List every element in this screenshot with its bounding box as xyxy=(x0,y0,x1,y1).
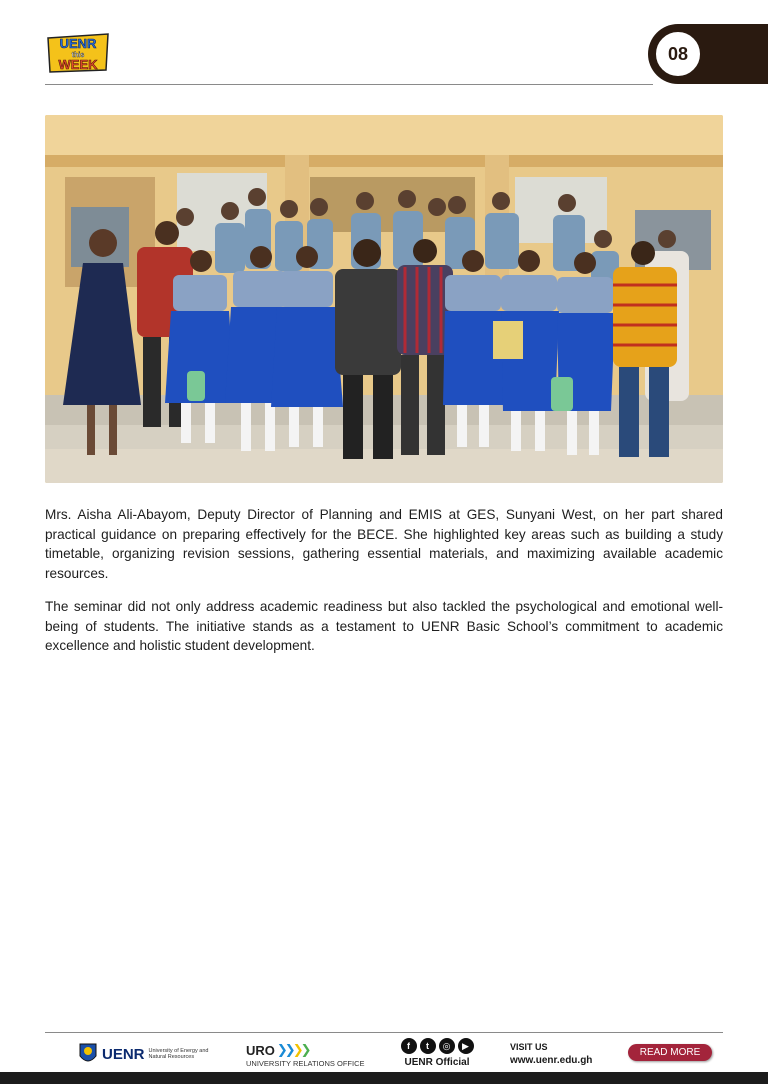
header-divider xyxy=(45,84,653,85)
footer xyxy=(0,1036,768,1072)
page-number: 08 xyxy=(654,30,702,78)
paragraph-2: The seminar did not only address academic readiness but also tackled the psychological and emotional well-being of students. The initiative stands as a testament to UENR Basic School’s commitment to academic excellence and holistic student development. xyxy=(45,599,723,653)
uenr-this-week-logo xyxy=(44,28,112,76)
bottom-bar xyxy=(0,1072,768,1084)
logo-this-text: this xyxy=(71,52,85,59)
website-link[interactable]: www.uenr.edu.gh xyxy=(510,1055,593,1066)
social-links xyxy=(398,1038,476,1068)
visit-us xyxy=(510,1042,592,1066)
uenr-footer-subtitle: University of Energy and Natural Resources xyxy=(148,1047,209,1060)
group-photo-illustration xyxy=(45,115,723,483)
logo-uenr-text: UENR xyxy=(59,36,97,51)
uenr-crest-icon xyxy=(78,1042,98,1066)
uro-mark: URO xyxy=(246,1042,275,1058)
social-handle: UENR Official xyxy=(404,1057,470,1068)
uenr-footer-logo xyxy=(78,1040,211,1068)
uro-arrows-icon: ❯❯❯❯ xyxy=(276,1042,309,1057)
uenr-footer-mark: UENR xyxy=(102,1045,145,1063)
footer-divider xyxy=(45,1032,723,1033)
read-more-button[interactable]: READ MORE xyxy=(628,1044,712,1061)
uro-footer-logo xyxy=(246,1042,365,1068)
instagram-icon[interactable]: ◎ xyxy=(439,1038,455,1054)
paragraph-1: Mrs. Aisha Ali-Abayom, Deputy Director of Planning and EMIS at GES, Sunyani West, on her part shared practical guidance on preparing effectively for the BECE. She highlighted key areas such as building a study timetable, organizing revision sessions, gathering essential materials, and maximizing available academic resources. xyxy=(45,507,723,581)
youtube-icon[interactable]: ▶ xyxy=(458,1038,474,1054)
uro-subtitle: UNIVERSITY RELATIONS OFFICE xyxy=(246,1059,365,1068)
facebook-icon[interactable]: f xyxy=(401,1038,417,1054)
twitter-icon[interactable]: t xyxy=(420,1038,436,1054)
logo-week-text: WEEK xyxy=(58,57,98,72)
visit-label: VISIT US xyxy=(510,1042,548,1052)
logo-graphic xyxy=(44,28,112,76)
group-photo xyxy=(45,115,723,483)
